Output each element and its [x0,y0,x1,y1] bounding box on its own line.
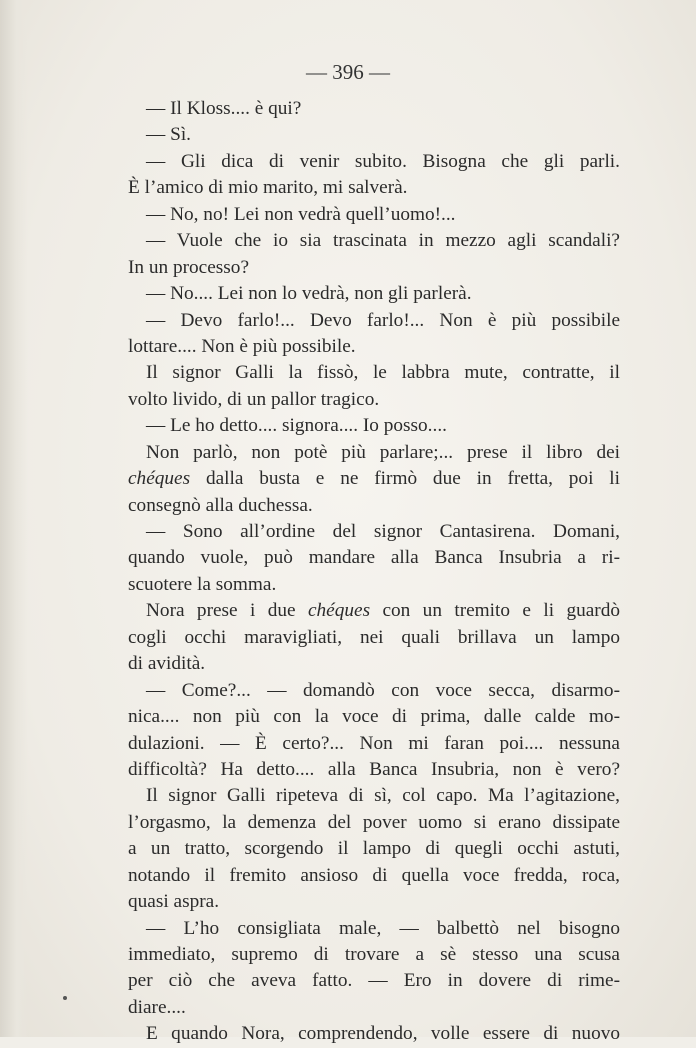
text-span: con un tremito e li guardò [370,600,621,622]
text-span: Nora prese i due [146,600,308,622]
text-line: consegnò alla duchessa. [128,494,313,516]
text-line: — Vuole che io sia trascinata in mezzo agli scandali? [146,230,620,252]
text-line: quasi aspra. [128,891,220,913]
text-line: diare.... [128,996,186,1018]
text-line: immediato, supremo di trovare a sè stesso una scusa [128,944,620,965]
text-line [128,598,620,624]
text-line: Il signor Galli la fissò, le labbra mute, contratte, il [146,362,620,384]
text-line: — Il Kloss.... è qui? [146,98,302,119]
text-line: lottare.... Non è più possibile. [128,335,356,357]
text-line [128,466,620,492]
text-line: dulazioni. — È certo?... Non mi faran poi.... nessuna [128,732,620,754]
italic-word: chéques [307,600,371,622]
text-line: volto livido, di un pallor tragico. [128,388,380,410]
text-line: Il signor Galli ripeteva di sì, col capo. Ma l’agitazione, [146,785,620,807]
text-line: di avidità. [128,653,206,675]
text-span: dalla busta e ne firmò due in fretta, poi li [190,468,620,490]
text-line: — No.... Lei non lo vedrà, non gli parlerà. [146,283,472,305]
text-line: difficoltà? Ha detto.... alla Banca Insubria, non è vero? [128,758,620,780]
text-line: l’orgasmo, la demenza del pover uomo si erano dissipate [128,811,620,833]
text-line: Non parlò, non potè più parlare;... prese il libro dei [146,441,620,463]
text-line: — Devo farlo!... Devo farlo!... Non è più possibile [146,309,620,331]
paper-speck [63,996,67,1000]
text-line: — Sono all’ordine del signor Cantasirena. Domani, [146,521,620,542]
text-line: notando il fremito ansioso di quella voce fredda, roca, [128,864,620,886]
text-line: E quando Nora, comprendendo, volle essere di nuovo [146,1023,620,1045]
text-line: — Le ho detto.... signora.... Io posso.... [146,415,447,437]
page-number: — 396 — [306,60,390,84]
text-line: — Come?... — domandò con voce secca, disarmo- [146,679,620,701]
text-line: a un tratto, scorgendo il lampo di quegli occhi astuti, [128,838,620,860]
page-edge-shadow [0,0,28,1037]
text-line: — L’ho consigliata male, — balbettò nel bisogno [146,917,620,939]
text-line: È l’amico di mio marito, mi salverà. [128,177,408,199]
body-text [128,96,620,1048]
text-line: In un processo? [128,256,250,278]
italic-word: chéques [128,468,191,490]
text-line: scuotere la somma. [128,573,277,595]
text-line: cogli occhi maravigliati, nei quali brillava un lampo [128,626,620,648]
text-line: nica.... non più con la voce di prima, dalle calde mo- [128,706,620,728]
text-line: per ciò che aveva fatto. — Ero in dovere di rime- [128,970,620,992]
text-line: — No, no! Lei non vedrà quell’uomo!... [146,203,456,225]
text-line: — Gli dica di venir subito. Bisogna che gli parli. [146,150,620,172]
text-line: quando vuole, può mandare alla Banca Insubria a ri- [128,547,620,569]
text-line: — Sì. [146,124,192,146]
